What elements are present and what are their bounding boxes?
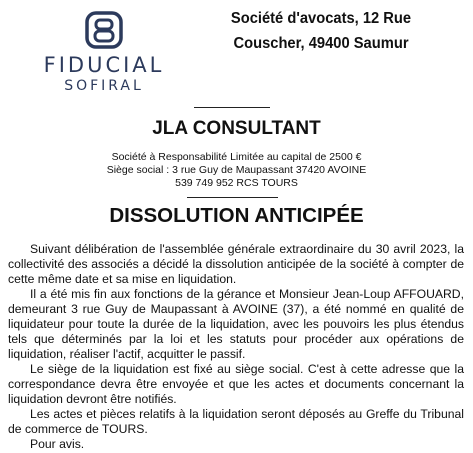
top-divider <box>194 107 270 108</box>
body-paragraph: Pour avis. <box>30 437 85 451</box>
logo-name: FIDUCIAL <box>43 53 165 77</box>
notice-body <box>8 242 464 452</box>
body-paragraph: Le siège de la liquidation est fixé au siège social. C'est à cette adresse que la correspondance devra être envoyée et que les actes et documents concernant la liquidation devront être notifiés. <box>8 362 464 406</box>
body-paragraph: Les actes et pièces relatifs à la liquidation seront déposés au Greffe du Tribunal de commerce de TOURS. <box>8 407 464 436</box>
fiducial-logo-icon <box>84 10 124 50</box>
logo-subname: SOFIRAL <box>64 78 144 94</box>
company-rcs: 539 749 952 RCS TOURS <box>175 177 298 189</box>
notice-headline: DISSOLUTION ANTICIPÉE <box>109 204 364 227</box>
firm-line-1: Société d'avocats, 12 Rue <box>230 10 412 27</box>
fiducial-logo <box>34 10 174 94</box>
company-name: JLA CONSULTANT <box>152 118 321 139</box>
company-seat: Siège social : 3 rue Guy de Maupassant 37420 AVOINE <box>106 164 367 176</box>
firm-line-2: Couscher, 49400 Saumur <box>233 35 409 52</box>
body-paragraph: Il a été mis fin aux fonctions de la gérance et Monsieur Jean-Loup AFFOUARD, demeurant 3 rue Guy de Maupassant à AVOINE (37), a été nommé en qualité de liquidateur pour toute la durée de la liquidation, avec les pouvoirs les plus étendus tels que déterminés par la loi et les statuts pour procéder aux opérations de liquidation, réaliser l'actif, acquitter le passif. <box>8 287 464 361</box>
middle-divider <box>187 197 278 198</box>
company-details <box>0 151 473 190</box>
law-firm-address <box>206 6 436 56</box>
body-paragraph: Suivant délibération de l'assemblée générale extraordinaire du 30 avril 2023, la collectivité des associés a décidé la dissolution anticipée de la société à compter de cette même date et sa mise en liquidation. <box>8 242 464 286</box>
company-capital: Société à Responsabilité Limitée au capital de 2500 € <box>111 151 362 163</box>
